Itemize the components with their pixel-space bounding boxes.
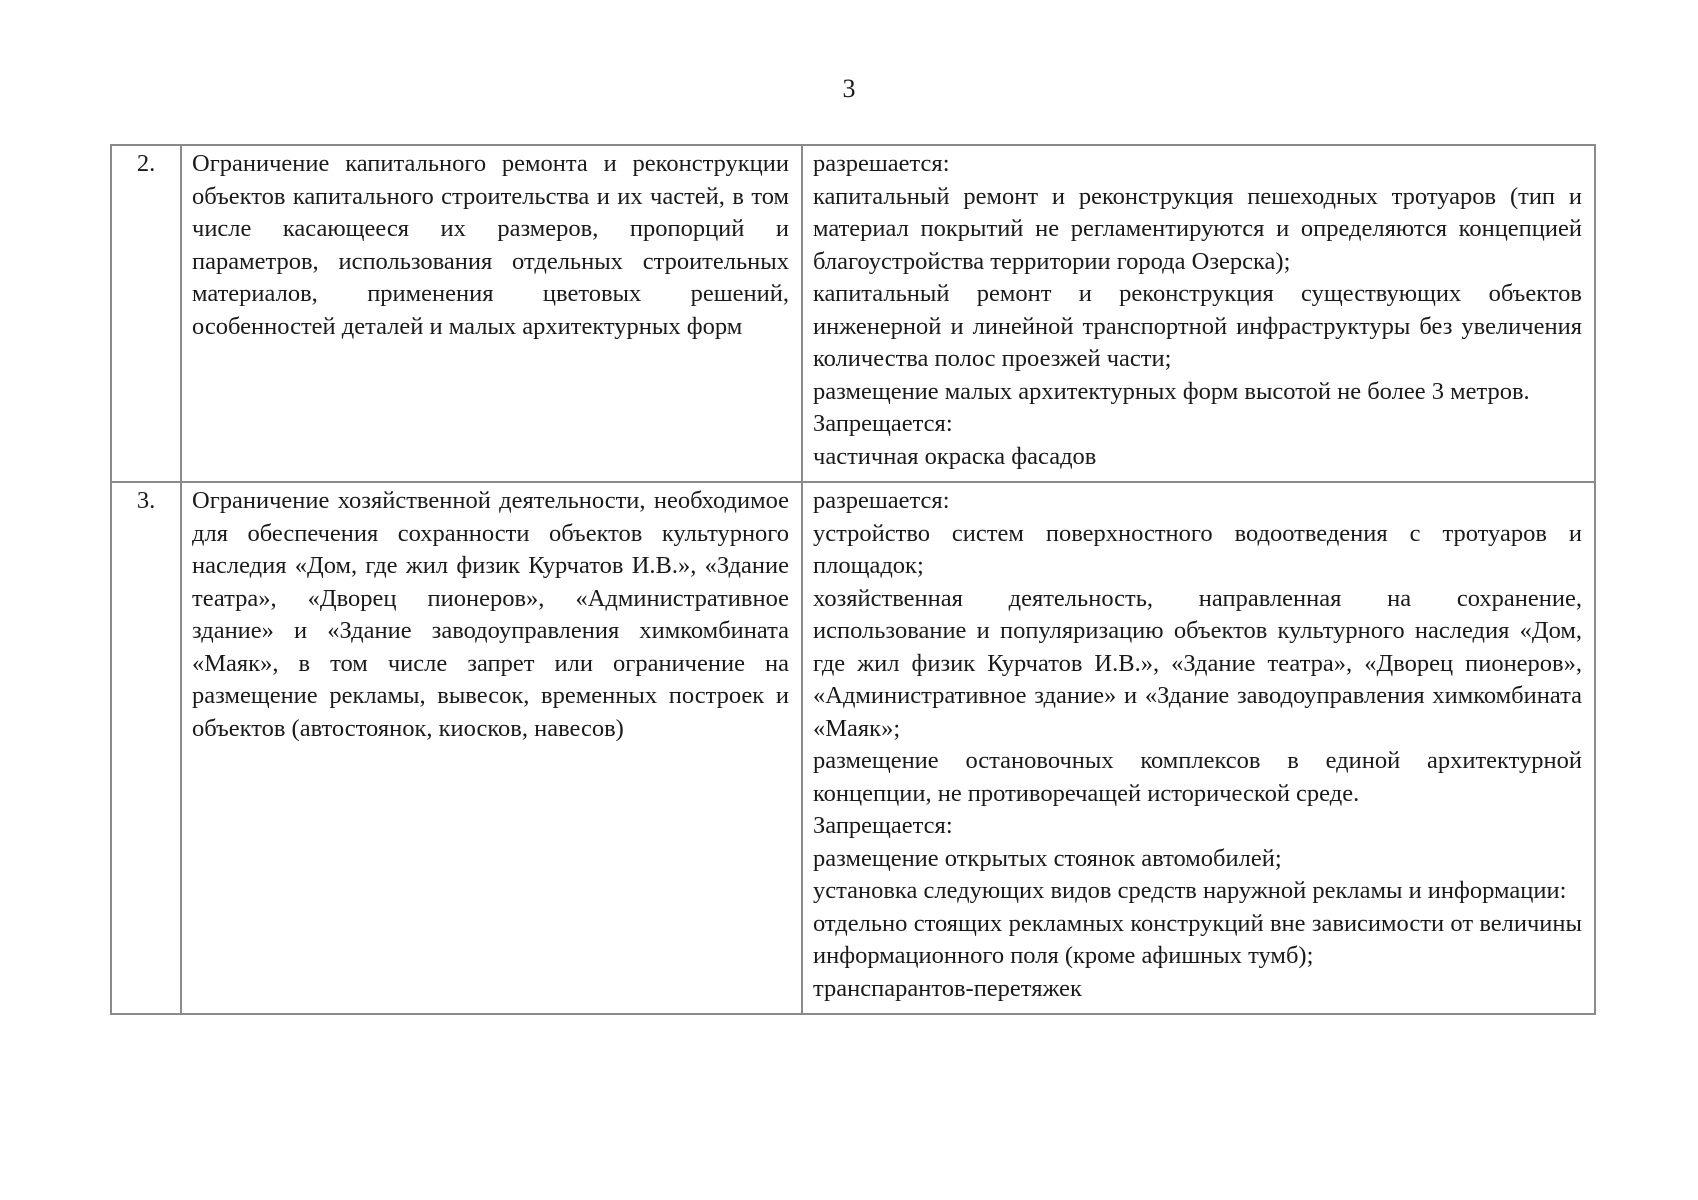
restrictions-table xyxy=(110,144,1596,1015)
restriction-description-cell xyxy=(181,145,802,482)
restriction-rules-cell xyxy=(802,145,1595,482)
rule-item: Запрещается: xyxy=(813,410,953,437)
restriction-description-cell xyxy=(181,482,802,1014)
rule-item: разрешается: xyxy=(813,487,950,514)
rule-item: установка следующих видов средств наружной рекламы и информации: xyxy=(813,877,1567,904)
rule-item: отдельно стоящих рекламных конструкций вне зависимости от величины информационного поля (кроме афишных тумб); xyxy=(813,909,1582,969)
rule-item: транспарантов-перетяжек xyxy=(813,974,1082,1002)
rule-item: капитальный ремонт и реконструкция существующих объектов инженерной и линейной транспортной инфраструктуры без увеличения количества полос проезжей части; xyxy=(813,280,1582,372)
row-number-cell xyxy=(111,482,181,1014)
row-number: 2. xyxy=(136,150,156,177)
restriction-description: Ограничение капитального ремонта и реконструкции объектов капитального строительства и их частей, в том числе касающееся их размеров, пропорций и параметров, использования отдельных строительных материалов, применения цветовых решений, особенностей деталей и малых архитектурных форм xyxy=(192,150,789,340)
rule-item: размещение малых архитектурных форм высотой не более 3 метров. xyxy=(813,377,1530,405)
row-number-cell xyxy=(111,145,181,482)
page-number: 3 xyxy=(842,74,856,103)
restriction-rules-cell xyxy=(802,482,1595,1014)
row-number: 3. xyxy=(136,487,156,514)
table-row xyxy=(111,482,1595,1014)
rule-item: устройство систем поверхностного водоотведения с тротуаров и площадок; xyxy=(813,519,1582,579)
rule-item: капитальный ремонт и реконструкция пешеходных тротуаров (тип и материал покрытий не регламентируются и определяются концепцией благоустройства территории города Озерска); xyxy=(813,182,1582,275)
rule-item: разрешается: xyxy=(813,150,950,177)
rule-item: размещение остановочных комплексов в единой архитектурной концепции, не противоречащей исторической среде. xyxy=(813,747,1582,807)
rule-item: Запрещается: xyxy=(813,812,953,839)
rule-item: хозяйственная деятельность, направленная на сохранение, использование и популяризацию объектов культурного наследия «Дом, где жил физик Курчатов И.В.», «Здание театра», «Дворец пионеров», «Административное здание» и «Здание заводоуправления химкомбината «Маяк»; xyxy=(813,584,1582,742)
table-row xyxy=(111,145,1595,482)
rule-item: размещение открытых стоянок автомобилей; xyxy=(813,844,1282,872)
rule-item: частичная окраска фасадов xyxy=(813,442,1097,470)
restriction-description: Ограничение хозяйственной деятельности, необходимое для обеспечения сохранности объектов культурного наследия «Дом, где жил физик Курчатов И.В.», «Здание театра», «Дворец пионеров», «Административное здание» и «Здание заводоуправления химкомбината «Маяк», в том числе запрет или ограничение на размещение рекламы, вывесок, временных построек и объектов (автостоянок, киосков, навесов) xyxy=(192,487,789,742)
